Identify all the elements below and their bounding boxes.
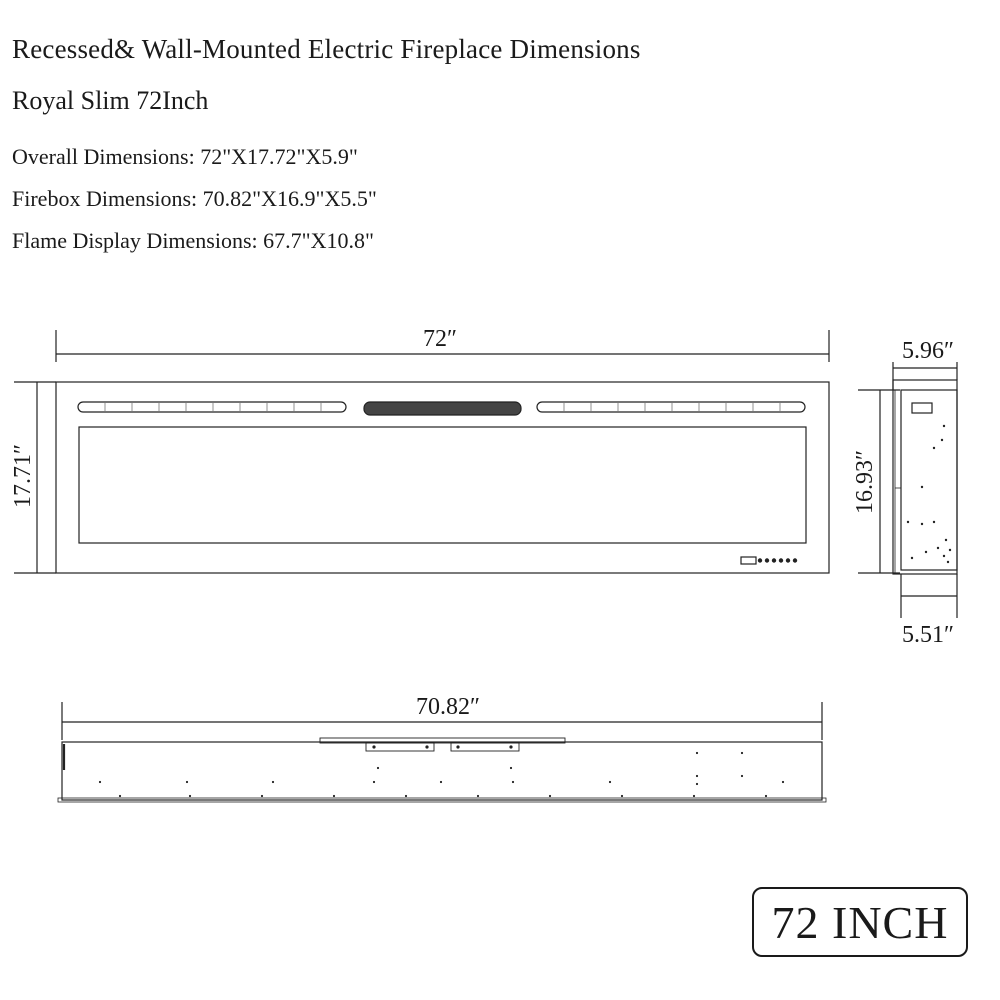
front-view <box>14 330 829 573</box>
right-grille-ticks <box>564 403 780 411</box>
center-speaker-grille <box>364 402 521 415</box>
right-vent-grille <box>537 402 805 412</box>
side-screws <box>907 425 951 563</box>
size-badge: 72 INCH <box>752 887 968 957</box>
spec-firebox: Firebox Dimensions: 70.82"X16.9"X5.5" <box>12 186 377 211</box>
spec-overall: Overall Dimensions: 72"X17.72"X5.9" <box>12 144 358 169</box>
model-name: Royal Slim 72Inch <box>12 86 209 115</box>
control-panel <box>741 557 797 564</box>
left-grille-ticks <box>105 403 321 411</box>
top-body <box>62 742 822 800</box>
side-depth-label: 5.96″ <box>902 338 954 364</box>
side-control-box <box>912 403 932 413</box>
top-width-label: 70.82″ <box>416 694 480 720</box>
spec-flame-display: Flame Display Dimensions: 67.7"X10.8" <box>12 228 375 253</box>
front-height-label: 17.71″ <box>10 444 36 508</box>
front-width-label: 72″ <box>423 326 457 352</box>
side-height-label: 16.93″ <box>852 450 878 514</box>
side-frame <box>893 380 957 574</box>
bracket-clip-left <box>366 743 434 751</box>
bracket-clip-right <box>451 743 519 751</box>
left-vent-grille <box>78 402 346 412</box>
flame-display-window <box>79 427 806 543</box>
side-inner-depth-label: 5.51″ <box>902 622 954 648</box>
control-display-icon <box>741 557 756 564</box>
page-title: Recessed& Wall-Mounted Electric Fireplace Dimensions <box>12 34 641 64</box>
top-screws <box>99 745 784 797</box>
side-firebox-body <box>901 390 957 570</box>
